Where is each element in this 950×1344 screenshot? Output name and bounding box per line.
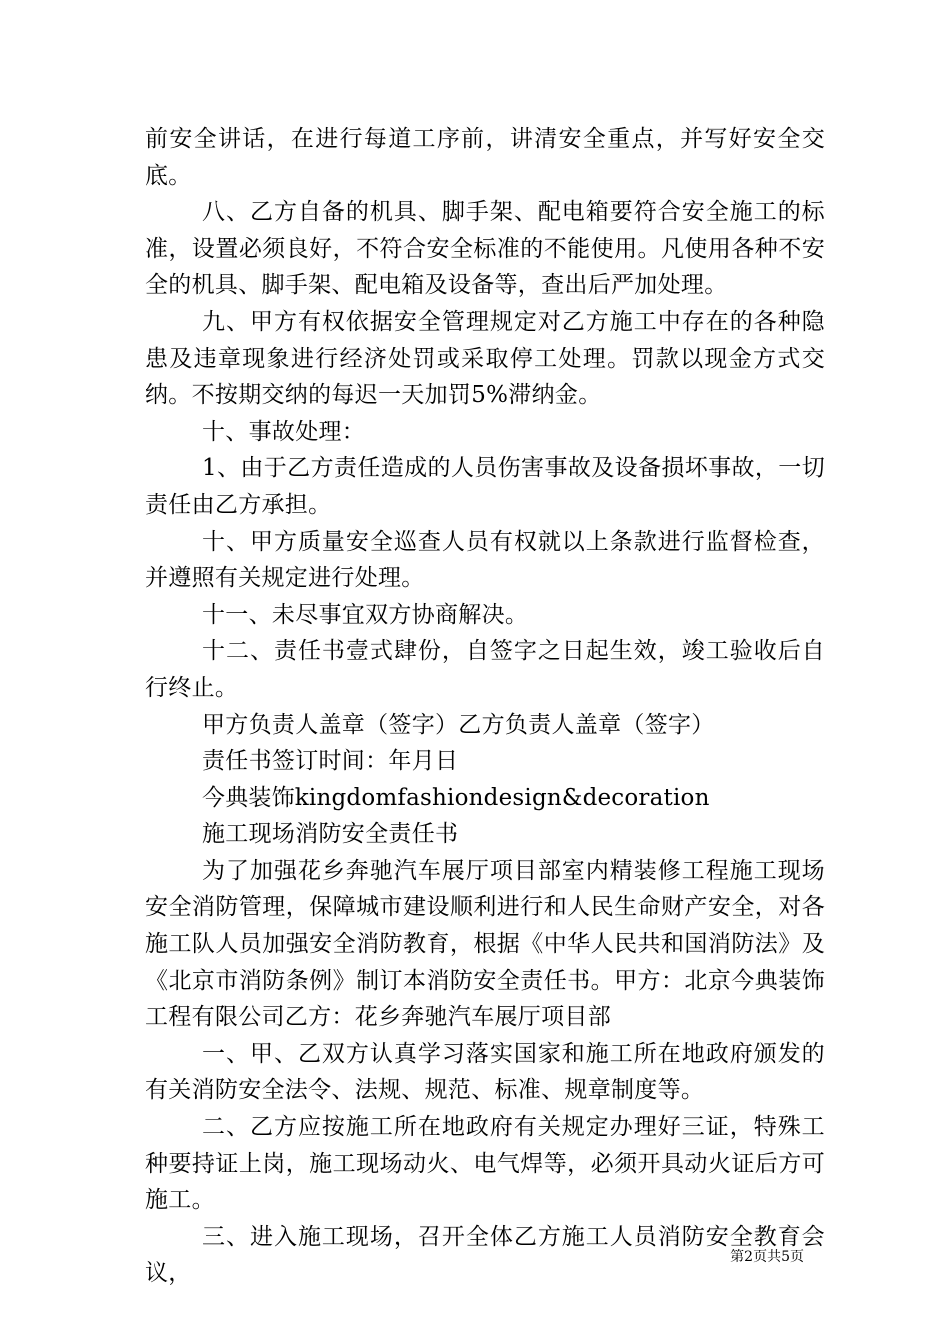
paragraph-clause-10-heading: 十、事故处理：	[202, 418, 366, 445]
paragraph-clause-8: 八、乙方自备的机具、脚手架、配电箱要符合安全施工的标准，设置必须良好，不符合安全标准的不能使用。凡使用各种不安全的机具、脚手架、配电箱及设备等，查出后严加处理。	[145, 199, 825, 299]
document-body	[145, 121, 825, 1292]
paragraph-clause-10-inspection: 十、甲方质量安全巡查人员有权就以上条款进行监督检查，并遵照有关规定进行处理。	[145, 528, 825, 592]
paragraph-fire-clause-2: 二、乙方应按施工所在地政府有关规定办理好三证，特殊工种要持证上岗，施工现场动火、电气焊等，必须开具动火证后方可施工。	[145, 1114, 825, 1214]
paragraph-clause-11: 十一、未尽事宜双方协商解决。	[202, 601, 529, 628]
paragraph-clause-12: 十二、责任书壹式肆份，自签字之日起生效，竣工验收后自行终止。	[145, 638, 825, 701]
page-number: 第2页共5页	[730, 1249, 804, 1265]
paragraph-fire-clause-3: 三、进入施工现场，召开全体乙方施工人员消防安全教育会议，	[145, 1223, 825, 1287]
paragraph-clause-9: 九、甲方有权依据安全管理规定对乙方施工中存在的各种隐患及违章现象进行经济处罚或采取停工处理。罚款以现金方式交纳。不按期交纳的每迟一天加罚5%滞纳金。	[145, 308, 825, 409]
signature-line: 甲方负责人盖章（签字）乙方负责人盖章（签字）	[202, 711, 715, 738]
paragraph-clause-10-item-1: 1、由于乙方责任造成的人员伤害事故及设备损坏事故，一切责任由乙方承担。	[145, 455, 825, 518]
paragraph-intro: 为了加强花乡奔驰汽车展厅项目部室内精装修工程施工现场安全消防管理，保障城市建设顺利进行和人民生命财产安全，对各施工队人员加强安全消防教育，根据《中华人民共和国消防法》及《北京市消防条例》制订本消防安全责任书。甲方：北京今典装饰工程有限公司乙方：花乡奔驰汽车展厅项目部	[145, 857, 825, 1031]
paragraph-safety-briefing: 前安全讲话，在进行每道工序前，讲清安全重点，并写好安全交底。	[145, 126, 825, 189]
company-name-line: 今典装饰kingdomfashiondesign&decoration	[202, 784, 710, 811]
section-title: 施工现场消防安全责任书	[202, 821, 459, 848]
paragraph-fire-clause-1: 一、甲、乙双方认真学习落实国家和施工所在地政府颁发的有关消防安全法令、法规、规范、标准、规章制度等。	[145, 1040, 825, 1104]
signing-date-line: 责任书签订时间：年月日	[202, 748, 459, 775]
